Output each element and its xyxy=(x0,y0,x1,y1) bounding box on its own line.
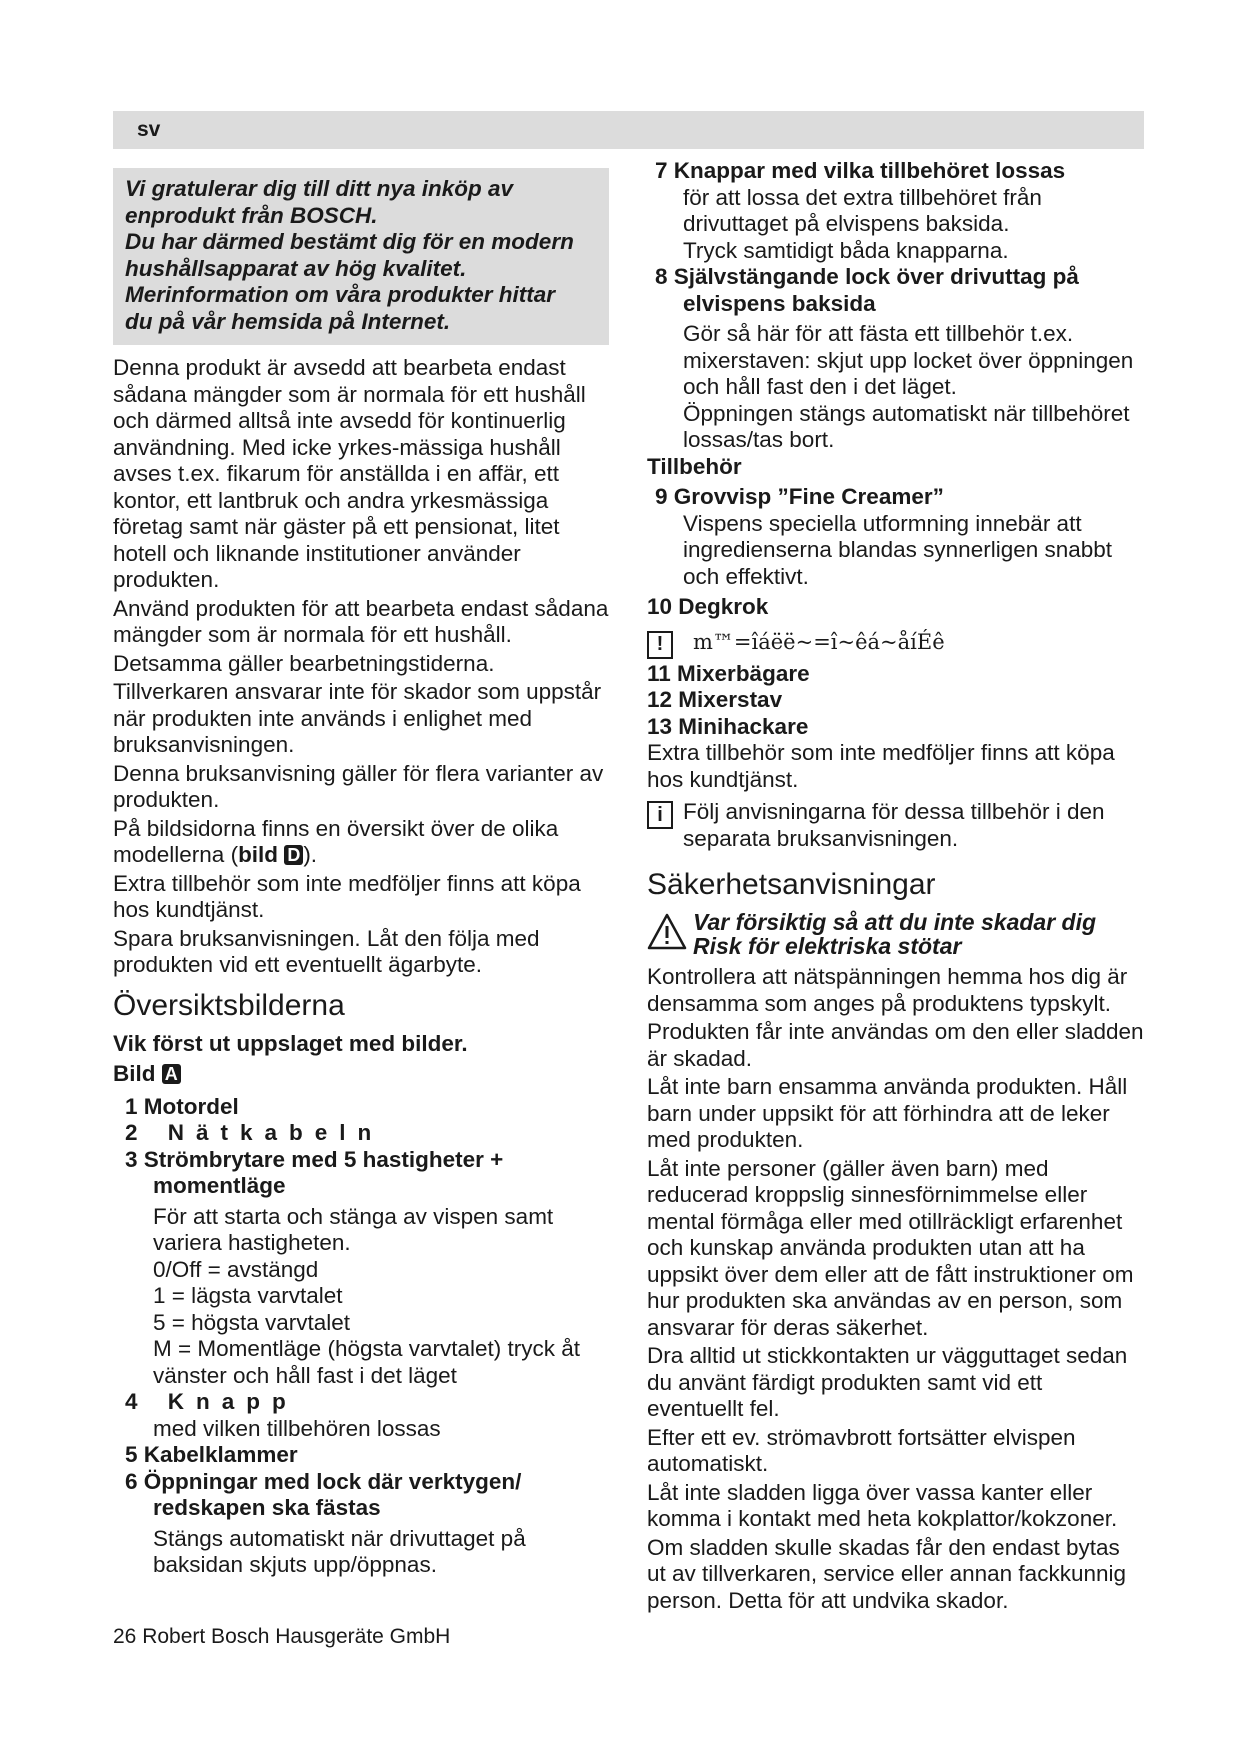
safety-paragraph: Kontrollera att nätspänningen hemma hos dig är densamma som anges på produktens typskylt. xyxy=(647,964,1128,1016)
warning-line-1: Var försiktig så att du inte skadar dig xyxy=(693,909,1097,935)
item-1: 1 Motordel xyxy=(125,1093,239,1119)
warning-triangle-icon xyxy=(647,912,687,952)
item-7-title: 7 Knappar med vilka tillbehöret lossas xyxy=(655,158,1066,183)
paragraph: Denna bruksanvisning gäller för flera varianter av produkten. xyxy=(113,760,604,812)
desc-line: Tryck samtidigt båda knapparna. xyxy=(683,237,1009,263)
desc-line: För att starta och stänga av vispen samt variera hastigheten. xyxy=(153,1203,554,1255)
desc-line: M = Momentläge (högsta varvtalet) tryck åt vänster och håll fast i det läget xyxy=(153,1336,581,1388)
safety-paragraph: Om sladden skulle skadas får den endast bytas ut av tillverkaren, service eller annan fackkunnig person. Detta för att undvika skador. xyxy=(647,1534,1126,1613)
safety-paragraph: Låt inte barn ensamma använda produkten. Håll barn under uppsikt för att förhindra att de leker med produkten. xyxy=(647,1074,1128,1152)
safety-heading: Säkerhetsanvisningar xyxy=(647,868,936,901)
item-4-desc: med vilken tillbehören lossas xyxy=(153,1415,441,1441)
safety-paragraph: Efter ett ev. strömavbrott fortsätter elvispen automatiskt. xyxy=(647,1424,1076,1476)
item-4: 4 Knapp xyxy=(125,1389,298,1414)
item-3-desc xyxy=(113,1204,609,1390)
figure-letter-d: D xyxy=(284,845,303,865)
intro-line: hushållsapparat av hög kvalitet. xyxy=(125,255,467,281)
intro-line: Merinformation om våra produkter hittar xyxy=(125,282,556,307)
safety-paragraph: Låt inte personer (gäller även barn) med reducerad kroppslig sinnesförnimmelse eller mental förmåga eller med otillräckligt erfarenhet och kunskap använda produkten utan att ha uppsikt över dem eller att de fått instruktioner om hur produkten ska användas av en person, som ansvarar för deras säkerhet. xyxy=(647,1155,1134,1340)
warning-text xyxy=(693,910,1096,958)
paragraph: Extra tillbehör som inte medföljer finns att köpa hos kundtjänst. xyxy=(113,870,581,922)
safety-paragraph: Dra alltid ut stickkontakten ur vägguttaget sedan du använt färdigt produkten samt vid ett eventuellt fel. xyxy=(647,1343,1128,1421)
garbled-text: m™=îáëë~=î~êá~åíÉê xyxy=(693,629,945,654)
page-footer: 26 Robert Bosch Hausgeräte GmbH xyxy=(113,1625,451,1648)
figure-letter-a: A xyxy=(162,1064,181,1084)
item-12: 12 Mixerstav xyxy=(647,687,783,712)
garbled-note xyxy=(647,629,1144,659)
paragraph: Detsamma gäller bearbetningstiderna. xyxy=(113,650,495,676)
desc-line: för att lossa det extra tillbehöret från drivuttaget på elvispens baksida. xyxy=(683,184,1042,236)
desc-line: 5 = högsta varvtalet xyxy=(153,1309,350,1335)
language-code: sv xyxy=(137,118,161,141)
overview-heading: Översiktsbilderna xyxy=(113,988,345,1022)
header-bar xyxy=(113,111,1144,149)
item-6-title: 6 Öppningar med lock där verktygen/ redskapen ska fästas xyxy=(125,1468,522,1520)
left-column xyxy=(113,168,609,1579)
intro-box xyxy=(113,168,609,345)
info-text: Följ anvisningarna för dessa tillbehör i den separata bruksanvisningen. xyxy=(683,799,1105,851)
item-5: 5 Kabelklammer xyxy=(125,1442,298,1467)
bild-a-label xyxy=(113,1061,609,1088)
item-11: 11 Mixerbägare xyxy=(647,660,810,686)
item-13: 13 Minihackare xyxy=(647,713,809,739)
item-3-title: 3 Strömbrytare med 5 hastigheter + momentläge xyxy=(125,1146,504,1198)
warning-line-2: Risk för elektriska stötar xyxy=(693,933,962,959)
item-2: 2 Nätkabeln xyxy=(125,1120,384,1145)
intro-line: Du har därmed bestämt dig för en modern xyxy=(125,229,574,254)
safety-paragraph: Produkten får inte användas om den eller sladden är skadad. xyxy=(647,1019,1144,1071)
item-8-desc xyxy=(647,321,1144,454)
warning-row xyxy=(647,910,1144,958)
paragraph: Tillverkaren ansvarar inte för skador som uppstår när produkten inte används i enlighet med bruksanvisningen. xyxy=(113,679,602,757)
intro-line: enprodukt från BOSCH. xyxy=(125,202,378,228)
item-9-desc: Vispens speciella utformning innebär att ingredienserna blandas synnerligen snabbt och effektivt. xyxy=(683,510,1113,589)
extra-accessories: Extra tillbehör som inte medföljer finns att köpa hos kundtjänst. xyxy=(647,740,1115,792)
intro-line: Vi gratulerar dig till ditt nya inköp av xyxy=(125,176,513,201)
item-8-title: 8 Självstängande lock över drivuttag på elvispens baksida xyxy=(655,264,1079,316)
accessories-heading: Tillbehör xyxy=(647,453,742,479)
text: Bild xyxy=(113,1061,162,1086)
intro-line: du på vår hemsida på Internet. xyxy=(125,308,451,334)
item-10: 10 Degkrok xyxy=(647,594,769,619)
info-note xyxy=(647,799,1144,852)
paragraph-bild-d xyxy=(113,816,609,869)
text: ). xyxy=(303,842,318,867)
item-9-title: 9 Grovvisp ”Fine Creamer” xyxy=(655,484,944,509)
exclamation-icon: ! xyxy=(647,631,673,659)
paragraph: Använd produkten för att bearbeta endast sådana mängder som är normala för ett hushåll. xyxy=(113,595,609,647)
desc-line: 1 = lägsta varvtalet xyxy=(153,1283,343,1308)
fold-instruction: Vik först ut uppslaget med bilder. xyxy=(113,1030,468,1056)
info-icon: i xyxy=(647,801,673,829)
paragraph: Denna produkt är avsedd att bearbeta endast sådana mängder som är normala för ett hushåll och därmed alltså inte avsedd för kontinuerlig användning. Med icke yrkes-mässiga hushåll avses t.ex. fikarum för anställda i en affär, ett kontor, ett lantbruk och andra yrkesmässiga företag samt när gäster på ett pensionat, litet hotell och liknande institutioner använder produkten. xyxy=(113,355,586,592)
right-column xyxy=(647,158,1144,1616)
desc-line: Gör så här för att fästa ett tillbehör t.ex. mixerstaven: skjut upp locket över öppningen och håll fast den i det läget. xyxy=(683,321,1134,399)
text: På bildsidorna finns en översikt över de olika modellerna ( xyxy=(113,815,559,867)
paragraph: Spara bruksanvisningen. Låt den följa med produkten vid ett eventuellt ägarbyte. xyxy=(113,925,540,977)
bild-label: bild xyxy=(238,842,285,867)
item-6-desc: Stängs automatiskt när drivuttaget på baksidan skjuts upp/öppnas. xyxy=(153,1525,526,1577)
desc-line: Öppningen stängs automatiskt när tillbehöret lossas/tas bort. xyxy=(683,400,1130,452)
item-7-desc xyxy=(647,185,1144,265)
safety-paragraph: Låt inte sladden ligga över vassa kanter eller komma i kontakt med heta kokplattor/kokzoner. xyxy=(647,1479,1118,1531)
desc-line: 0/Off = avstängd xyxy=(153,1256,319,1282)
